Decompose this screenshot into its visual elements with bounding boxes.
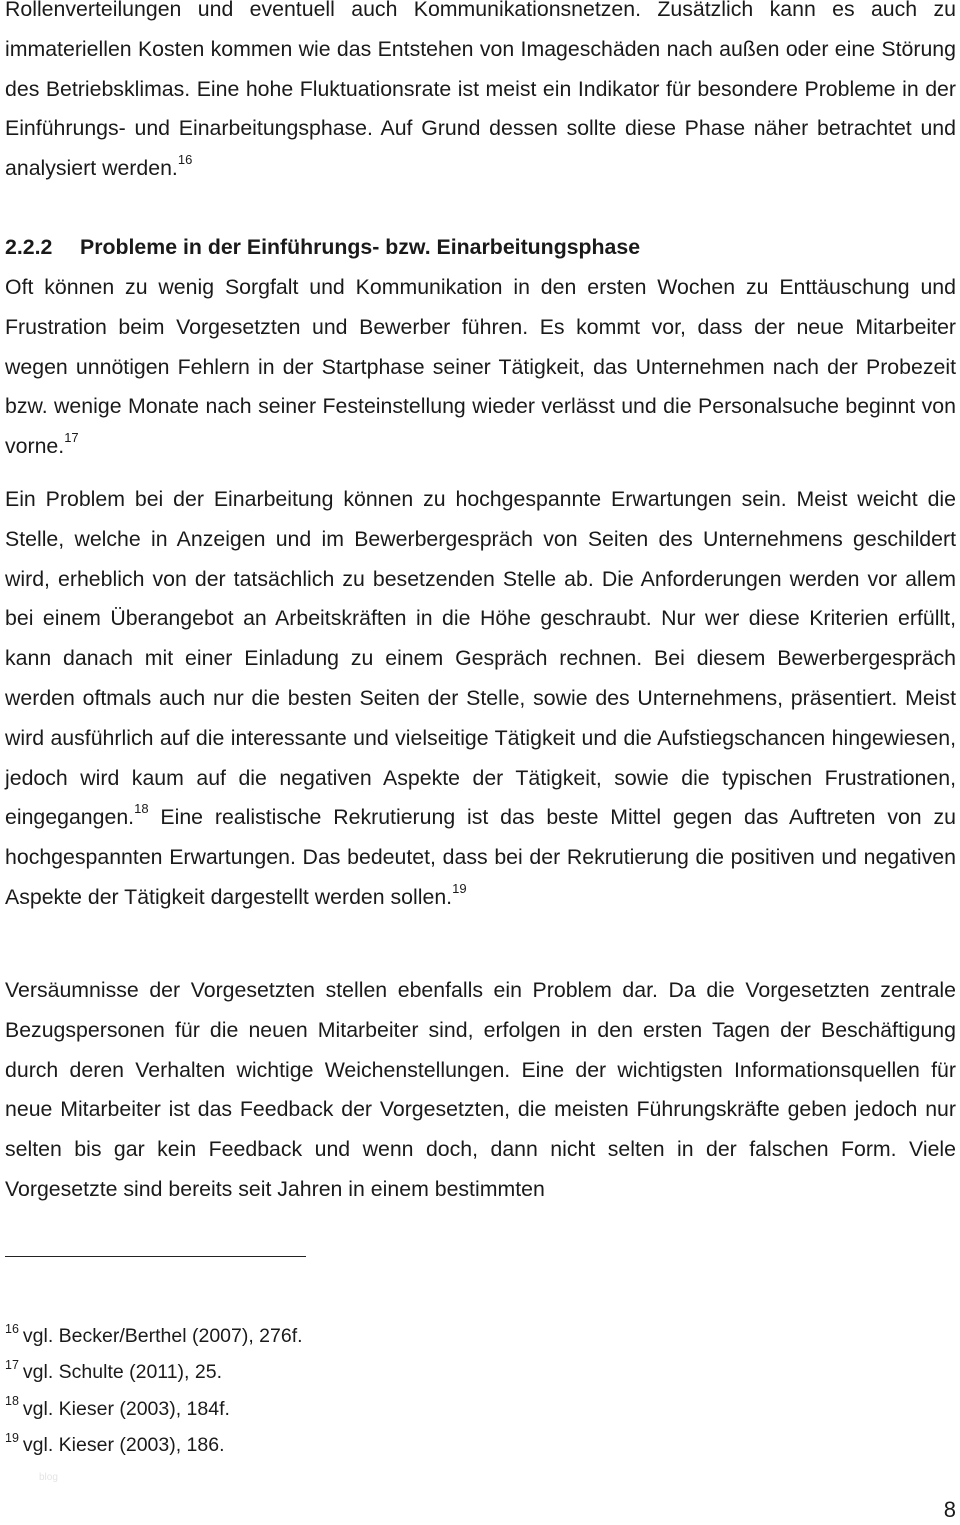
footnote-number: 16 — [5, 1321, 19, 1336]
footnote-number: 19 — [5, 1430, 19, 1445]
watermark: blog — [39, 1472, 58, 1483]
body-paragraph — [5, 480, 956, 918]
paragraph-text: Versäumnisse der Vorgesetzten stellen ebenfalls ein Problem dar. Da die Vorgesetzten zentrale Bezugspersonen für die neuen Mitarbeiter sind, erfolgen in den ersten Tagen der Beschäftigung durch deren Verhalten wichtige Weichenstellungen. Eine der wichtigsten Informationsquellen für neue Mitarbeiter ist das Feedback der Vorgesetzten, die meisten Führungskräfte geben jedoch nur selten bis gar kein Feedback und wenn doch, dann nicht selten in der falschen Form. Viele Vorgesetzte sind bereits seit Jahren in einem bestimmten — [5, 978, 956, 1201]
paragraph-text: Ein Problem bei der Einarbeitung können zu hochgespannte Erwartungen sein. Meist weicht die Stelle, welche in Anzeigen und im Bewerbergespräch von Seiten des Unternehmens geschildert wird, erheblich von der tatsächlich zu besetzenden Stelle ab. Die Anforderungen werden vor allem bei einem Überangebot an Arbeitskräften in die Höhe geschraubt. Nur wer diese Kriterien erfüllt, kann danach mit einer Einladung zu einem Gespräch rechnen. Bei diesem Bewerbergespräch werden oftmals auch nur die besten Seiten der Stelle, sowie des Unternehmens, präsentiert. Meist wird ausführlich auf die interessante und vielseitige Tätigkeit und die Aufstiegschancen hingewiesen, jedoch wird kaum auf die negativen Aspekte der Tätigkeit, sowie die typischen Frustrationen, eingegangen. — [5, 487, 956, 830]
body-paragraph — [5, 268, 956, 467]
section-number: 2.2.2 — [5, 235, 53, 259]
paragraph-text: Eine realistische Rekrutierung ist das beste Mittel gegen das Auftreten von zu hochgespannten Erwartungen. Das bedeutet, dass bei der Rekrutierung die positiven und negativen Aspekte der Tätigkeit dargestellt werden sollen. — [5, 805, 956, 909]
footnote-number: 17 — [5, 1357, 19, 1372]
page-number: 8 — [943, 1497, 956, 1522]
section-heading — [5, 228, 956, 268]
footnote — [5, 1427, 605, 1463]
footnote-text: vgl. Kieser (2003), 186. — [22, 1433, 225, 1456]
body-paragraph — [5, 971, 956, 1210]
body-paragraph — [5, 0, 956, 189]
footnote-text: vgl. Becker/Berthel (2007), 276f. — [22, 1325, 303, 1347]
footnote — [5, 1354, 605, 1390]
footnotes — [5, 1318, 605, 1463]
footnote-ref[interactable]: 16 — [177, 152, 193, 168]
footnote-text: vgl. Kieser (2003), 184f. — [22, 1397, 230, 1420]
footnote — [5, 1318, 605, 1354]
section-title: Probleme in der Einführungs- bzw. Einarbeitungsphase — [80, 235, 641, 259]
footnote-ref[interactable]: 17 — [64, 430, 79, 446]
paragraph-text: Oft können zu wenig Sorgfalt und Kommunikation in den ersten Wochen zu Enttäuschung und Frustration beim Vorgesetzten und Bewerber führen. Es kommt vor, dass der neue Mitarbeiter wegen unnötigen Fehlern in der Startphase seiner Tätigkeit, das Unternehmen nach der Probezeit bzw. wenige Monate nach seiner Festeinstellung wieder verlässt und die Personalsuche beginnt von vorne. — [5, 275, 956, 459]
paragraph-text: Rollenverteilungen und eventuell auch Kommunikationsnetzen. Zusätzlich kann es auch zu immateriellen Kosten kommen wie das Entstehen von Imageschäden nach außen oder eine Störung des Betriebsklimas. Eine hohe Fluktuationsrate ist meist ein Indikator für besondere Probleme in der Einführungs- und Einarbeitungsphase. Auf Grund dessen sollte diese Phase näher betrachtet und analysiert werden. — [5, 0, 956, 181]
footnote-ref[interactable]: 18 — [134, 801, 149, 817]
footnote — [5, 1391, 605, 1427]
footnote-text: vgl. Schulte (2011), 25. — [22, 1361, 222, 1384]
footnote-ref[interactable]: 19 — [452, 880, 467, 896]
footnote-separator — [5, 1256, 306, 1257]
footnote-number: 18 — [5, 1394, 19, 1409]
